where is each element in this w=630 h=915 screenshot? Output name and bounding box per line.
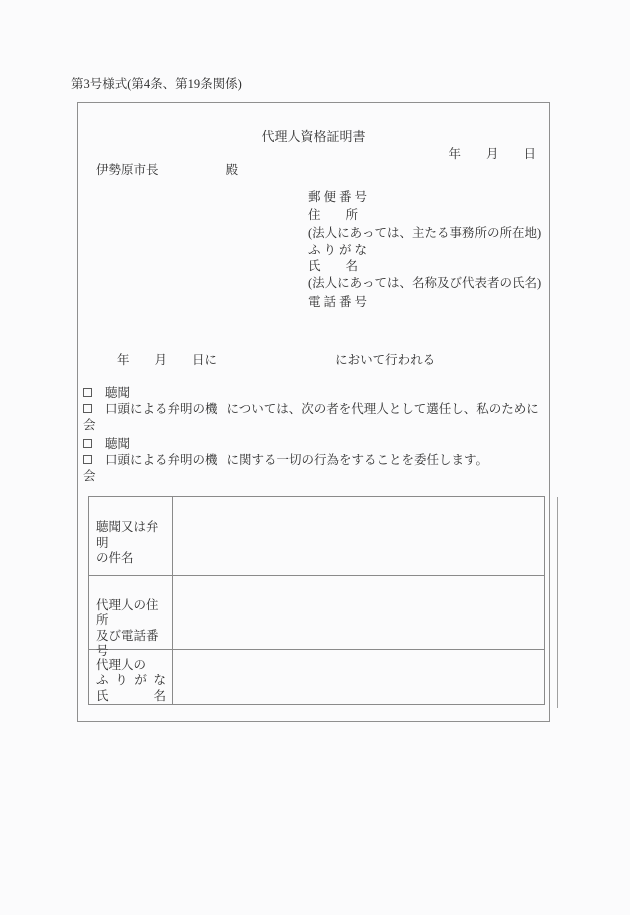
hearing-option-label-2: 聴聞 [105,437,131,451]
agent-name-label [89,650,173,705]
address-corporate-note: (法人にあっては、主たる事務所の所在地) [308,226,542,240]
phone-label: 電話番号 [308,295,371,309]
table-border-artifact-line [557,497,558,708]
hearing-option-row-1 [83,385,539,401]
furigana-label: ふりがな [308,243,371,257]
date-line: 年 月 日 [448,147,536,161]
hearing-option-label-1: 聴聞 [105,386,131,400]
hearing-option-row-2 [83,436,488,452]
oral-statement-option-row-1 [83,401,539,417]
addressee-honorific: 殿 [225,163,239,177]
oral-statement-option-label-2: 口頭による弁明の機 [105,453,218,467]
addressee-line [96,162,238,179]
oral-statement-checkbox-2[interactable] [83,455,92,464]
agent-address-field[interactable] [173,576,544,649]
delegation-declaration-text: に関する一切の行為をすることを委任します。 [226,453,489,467]
oral-statement-option-row-2 [83,452,488,468]
document-frame [77,102,550,722]
hearing-subject-label-line-1: 聴聞又は弁明 [96,520,159,550]
hearing-subject-label [89,497,173,575]
table-row [89,650,544,705]
delegation-declaration [83,436,488,484]
hearing-checkbox-1[interactable] [83,388,92,397]
event-date: 年 月 日に [117,353,218,367]
postal-code-label: 郵便番号 [308,190,371,204]
addressee-name: 伊勢原市長 [96,163,159,177]
agent-table [88,496,545,705]
name-corporate-note: (法人にあっては、名称及び代表者の氏名) [308,276,542,290]
hearing-checkbox-2[interactable] [83,439,92,448]
oral-statement-option-label-1: 口頭による弁明の機 [105,402,218,416]
agent-name-label-name: 氏名 [96,688,166,703]
agent-name-label-furigana: ふりがな [96,673,166,687]
hearing-subject-label-line-2: の件名 [96,551,134,565]
agent-name-label-line-1: 代理人の [96,657,147,672]
oral-statement-checkbox-1[interactable] [83,404,92,413]
event-line [117,352,435,369]
event-statement: において行われる [335,353,436,367]
form-number: 第3号様式(第4条、第19条関係) [71,77,242,91]
name-label: 氏 名 [308,259,359,273]
document-title: 代理人資格証明書 [261,129,366,144]
hearing-subject-field[interactable] [173,497,544,575]
table-row [89,497,544,576]
agent-address-label-line-2: 及び電話番号 [96,628,159,658]
agent-address-label-line-1: 代理人の住所 [96,597,159,627]
appointment-declaration-wrapped-char: 会 [83,418,96,432]
appointment-declaration [83,385,539,433]
appointment-declaration-text: については、次の者を代理人として選任し、私のために [226,402,539,416]
delegation-declaration-wrapped-char: 会 [83,469,96,483]
agent-address-label [89,576,173,658]
address-label: 住 所 [308,208,359,222]
applicant-block [308,188,541,311]
table-row [89,576,544,658]
agent-name-field[interactable] [173,650,544,705]
